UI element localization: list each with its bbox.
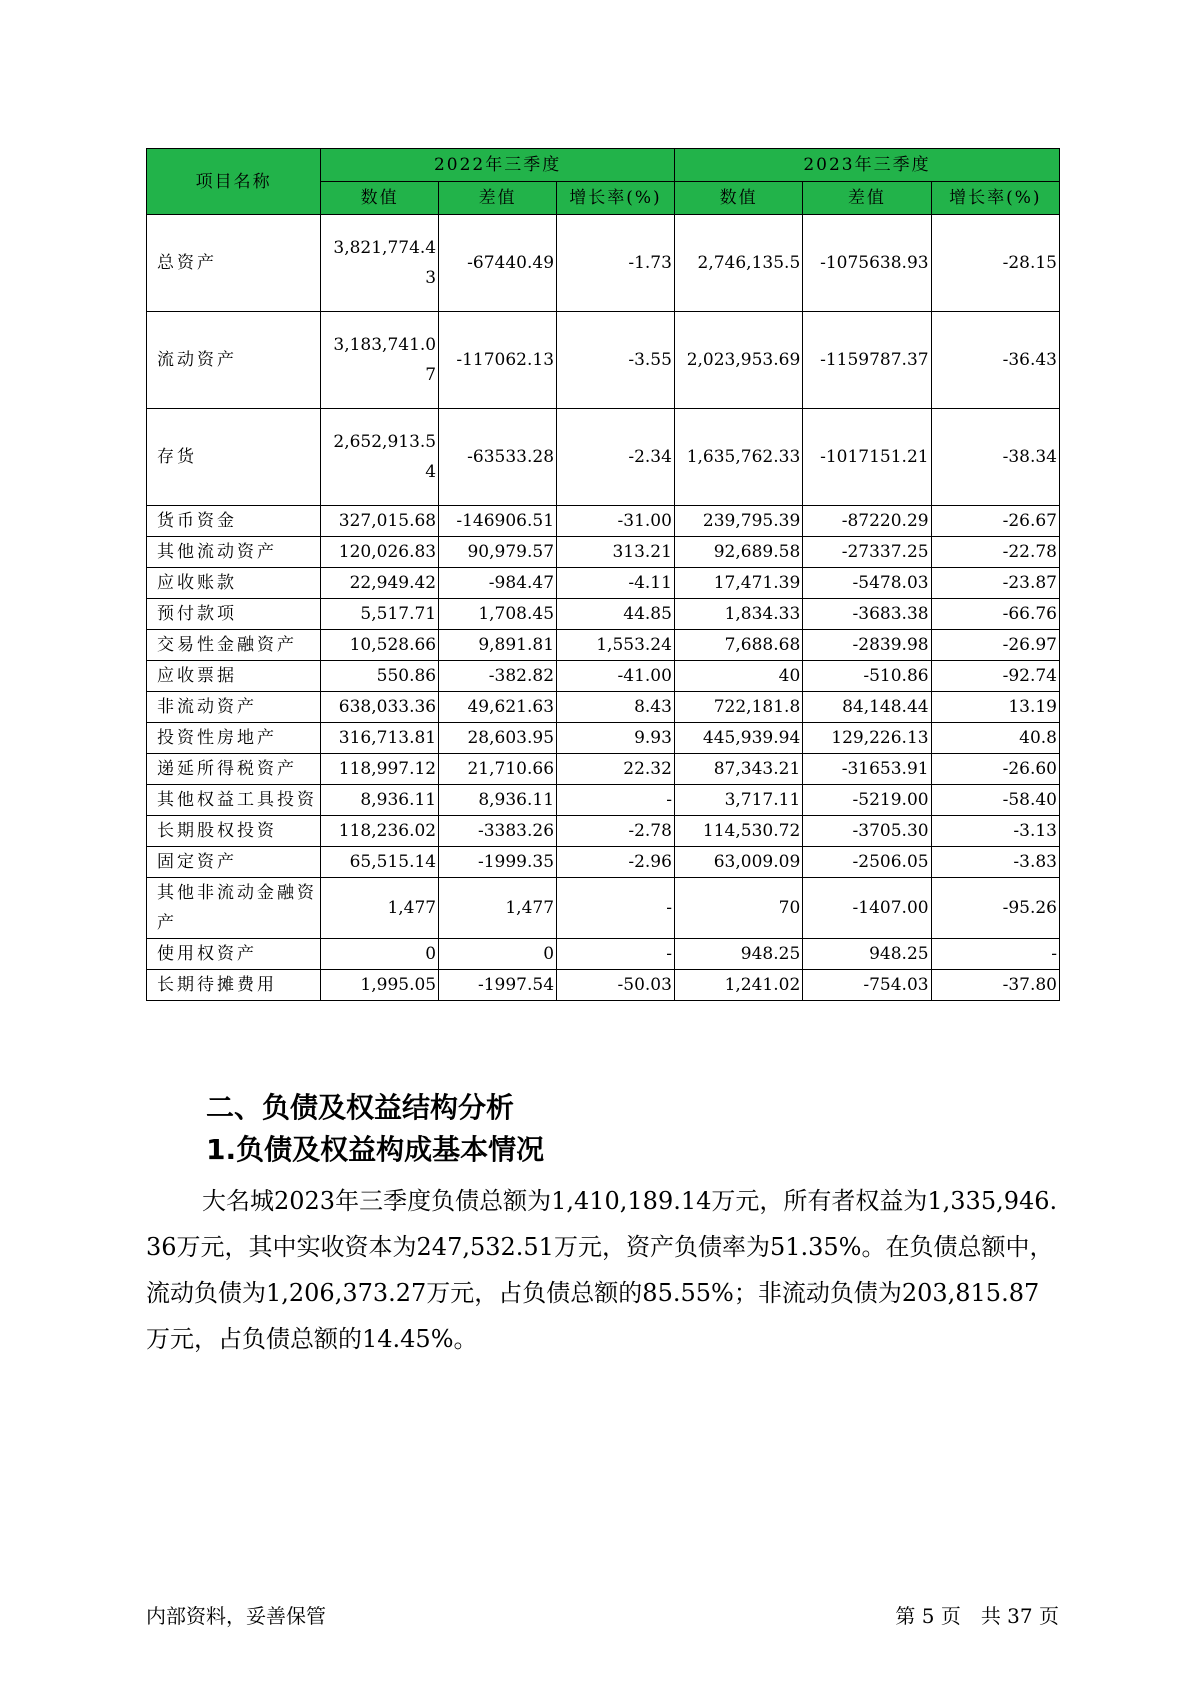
diff-2023-cell: 84,148.44 bbox=[803, 692, 931, 723]
value-2022-cell: 316,713.81 bbox=[321, 723, 439, 754]
diff-2023-cell: -1407.00 bbox=[803, 878, 931, 939]
value-2022-cell: 327,015.68 bbox=[321, 506, 439, 537]
diff-2022-cell: -984.47 bbox=[439, 568, 557, 599]
growth-2023-cell: -38.34 bbox=[931, 409, 1059, 506]
diff-2022-cell: -63533.28 bbox=[439, 409, 557, 506]
value-2022-cell: 65,515.14 bbox=[321, 847, 439, 878]
table-row bbox=[147, 939, 1060, 970]
value-2023-cell: 239,795.39 bbox=[674, 506, 802, 537]
diff-2022-cell: -146906.51 bbox=[439, 506, 557, 537]
table-header bbox=[147, 149, 1060, 215]
value-2022-cell: 0 bbox=[321, 939, 439, 970]
growth-2023-cell: -66.76 bbox=[931, 599, 1059, 630]
diff-2022-cell: 1,477 bbox=[439, 878, 557, 939]
diff-2022-cell: 9,891.81 bbox=[439, 630, 557, 661]
body-paragraph: 大名城2023年三季度负债总额为1,410,189.14万元，所有者权益为1,335,946.36万元，其中实收资本为247,532.51万元，资产负债率为51.35%。在负债总额中，流动负债为1,206,373.27万元，占负债总额的85.55%；非流动负债为203,815.87万元，占负债总额的14.45%。 bbox=[146, 1187, 1058, 1353]
item-name-cell: 交易性金融资产 bbox=[147, 630, 321, 661]
table-row bbox=[147, 312, 1060, 409]
item-name-cell: 总资产 bbox=[147, 215, 321, 312]
growth-2022-cell: -41.00 bbox=[557, 661, 675, 692]
table-row bbox=[147, 692, 1060, 723]
section-heading: 二、负债及权益结构分析 bbox=[206, 1091, 515, 1124]
diff-2022-cell: 0 bbox=[439, 939, 557, 970]
value-2023-cell: 63,009.09 bbox=[674, 847, 802, 878]
table-row bbox=[147, 754, 1060, 785]
header-growth-2022: 增长率(%) bbox=[557, 182, 675, 215]
diff-2023-cell: -31653.91 bbox=[803, 754, 931, 785]
growth-2022-cell: 8.43 bbox=[557, 692, 675, 723]
growth-2023-cell: -37.80 bbox=[931, 970, 1059, 1001]
header-group-2023: 2023年三季度 bbox=[674, 149, 1059, 182]
header-value-2022: 数值 bbox=[321, 182, 439, 215]
item-name-cell: 使用权资产 bbox=[147, 939, 321, 970]
header-item-name: 项目名称 bbox=[147, 149, 321, 215]
diff-2023-cell: -1075638.93 bbox=[803, 215, 931, 312]
value-2023-cell: 3,717.11 bbox=[674, 785, 802, 816]
diff-2023-cell: 948.25 bbox=[803, 939, 931, 970]
value-2022-cell: 3,821,774.43 bbox=[321, 215, 439, 312]
diff-2022-cell: 49,621.63 bbox=[439, 692, 557, 723]
value-2022-cell: 550.86 bbox=[321, 661, 439, 692]
value-2023-cell: 87,343.21 bbox=[674, 754, 802, 785]
growth-2022-cell: - bbox=[557, 939, 675, 970]
table-row bbox=[147, 215, 1060, 312]
item-name-cell: 其他流动资产 bbox=[147, 537, 321, 568]
growth-2022-cell: 9.93 bbox=[557, 723, 675, 754]
header-group-2022: 2022年三季度 bbox=[321, 149, 675, 182]
diff-2022-cell: -382.82 bbox=[439, 661, 557, 692]
value-2022-cell: 3,183,741.07 bbox=[321, 312, 439, 409]
value-2023-cell: 2,746,135.5 bbox=[674, 215, 802, 312]
diff-2023-cell: -1017151.21 bbox=[803, 409, 931, 506]
item-name-cell: 长期待摊费用 bbox=[147, 970, 321, 1001]
header-diff-2022: 差值 bbox=[439, 182, 557, 215]
table-row bbox=[147, 816, 1060, 847]
table-row bbox=[147, 970, 1060, 1001]
growth-2023-cell: - bbox=[931, 939, 1059, 970]
value-2023-cell: 17,471.39 bbox=[674, 568, 802, 599]
table-body bbox=[147, 215, 1060, 1001]
diff-2023-cell: -1159787.37 bbox=[803, 312, 931, 409]
growth-2022-cell: -4.11 bbox=[557, 568, 675, 599]
diff-2022-cell: -1997.54 bbox=[439, 970, 557, 1001]
value-2023-cell: 70 bbox=[674, 878, 802, 939]
value-2023-cell: 1,834.33 bbox=[674, 599, 802, 630]
diff-2022-cell: -1999.35 bbox=[439, 847, 557, 878]
diff-2023-cell: -2839.98 bbox=[803, 630, 931, 661]
value-2023-cell: 722,181.8 bbox=[674, 692, 802, 723]
value-2022-cell: 8,936.11 bbox=[321, 785, 439, 816]
value-2023-cell: 1,635,762.33 bbox=[674, 409, 802, 506]
sub-heading: 1.负债及权益构成基本情况 bbox=[206, 1133, 545, 1166]
diff-2023-cell: -2506.05 bbox=[803, 847, 931, 878]
value-2022-cell: 5,517.71 bbox=[321, 599, 439, 630]
value-2023-cell: 2,023,953.69 bbox=[674, 312, 802, 409]
diff-2022-cell: 28,603.95 bbox=[439, 723, 557, 754]
value-2023-cell: 40 bbox=[674, 661, 802, 692]
growth-2022-cell: 1,553.24 bbox=[557, 630, 675, 661]
item-name-cell: 货币资金 bbox=[147, 506, 321, 537]
growth-2023-cell: -36.43 bbox=[931, 312, 1059, 409]
item-name-cell: 应收账款 bbox=[147, 568, 321, 599]
growth-2023-cell: -23.87 bbox=[931, 568, 1059, 599]
diff-2023-cell: -3683.38 bbox=[803, 599, 931, 630]
diff-2022-cell: 1,708.45 bbox=[439, 599, 557, 630]
value-2022-cell: 2,652,913.54 bbox=[321, 409, 439, 506]
value-2022-cell: 638,033.36 bbox=[321, 692, 439, 723]
value-2022-cell: 1,995.05 bbox=[321, 970, 439, 1001]
value-2022-cell: 1,477 bbox=[321, 878, 439, 939]
growth-2023-cell: -3.83 bbox=[931, 847, 1059, 878]
value-2023-cell: 948.25 bbox=[674, 939, 802, 970]
growth-2022-cell: -2.34 bbox=[557, 409, 675, 506]
growth-2023-cell: -28.15 bbox=[931, 215, 1059, 312]
growth-2023-cell: -22.78 bbox=[931, 537, 1059, 568]
diff-2023-cell: -510.86 bbox=[803, 661, 931, 692]
growth-2022-cell: -2.96 bbox=[557, 847, 675, 878]
diff-2023-cell: -87220.29 bbox=[803, 506, 931, 537]
value-2022-cell: 120,026.83 bbox=[321, 537, 439, 568]
growth-2023-cell: 13.19 bbox=[931, 692, 1059, 723]
item-name-cell: 应收票据 bbox=[147, 661, 321, 692]
growth-2022-cell: -2.78 bbox=[557, 816, 675, 847]
diff-2023-cell: -5478.03 bbox=[803, 568, 931, 599]
table-row bbox=[147, 847, 1060, 878]
table-row bbox=[147, 599, 1060, 630]
growth-2022-cell: 313.21 bbox=[557, 537, 675, 568]
growth-2022-cell: 44.85 bbox=[557, 599, 675, 630]
growth-2023-cell: -26.67 bbox=[931, 506, 1059, 537]
footer-confidential-note: 内部资料，妥善保管 bbox=[146, 1604, 326, 1628]
table-row bbox=[147, 785, 1060, 816]
growth-2023-cell: -92.74 bbox=[931, 661, 1059, 692]
growth-2023-cell: 40.8 bbox=[931, 723, 1059, 754]
growth-2023-cell: -95.26 bbox=[931, 878, 1059, 939]
diff-2022-cell: -67440.49 bbox=[439, 215, 557, 312]
item-name-cell: 预付款项 bbox=[147, 599, 321, 630]
item-name-cell: 其他非流动金融资产 bbox=[147, 878, 321, 939]
footer-page-number: 第 5 页 共 37 页 bbox=[895, 1604, 1059, 1628]
value-2022-cell: 118,236.02 bbox=[321, 816, 439, 847]
diff-2023-cell: 129,226.13 bbox=[803, 723, 931, 754]
value-2023-cell: 1,241.02 bbox=[674, 970, 802, 1001]
financial-table bbox=[146, 148, 1060, 1001]
growth-2022-cell: - bbox=[557, 785, 675, 816]
diff-2022-cell: -117062.13 bbox=[439, 312, 557, 409]
header-diff-2023: 差值 bbox=[803, 182, 931, 215]
table-row bbox=[147, 506, 1060, 537]
growth-2023-cell: -58.40 bbox=[931, 785, 1059, 816]
diff-2022-cell: 21,710.66 bbox=[439, 754, 557, 785]
diff-2023-cell: -754.03 bbox=[803, 970, 931, 1001]
diff-2022-cell: -3383.26 bbox=[439, 816, 557, 847]
item-name-cell: 存货 bbox=[147, 409, 321, 506]
growth-2022-cell: -50.03 bbox=[557, 970, 675, 1001]
table-row bbox=[147, 568, 1060, 599]
growth-2022-cell: -1.73 bbox=[557, 215, 675, 312]
growth-2023-cell: -3.13 bbox=[931, 816, 1059, 847]
value-2022-cell: 118,997.12 bbox=[321, 754, 439, 785]
item-name-cell: 非流动资产 bbox=[147, 692, 321, 723]
table-row bbox=[147, 537, 1060, 568]
growth-2023-cell: -26.97 bbox=[931, 630, 1059, 661]
header-value-2023: 数值 bbox=[674, 182, 802, 215]
diff-2023-cell: -3705.30 bbox=[803, 816, 931, 847]
item-name-cell: 递延所得税资产 bbox=[147, 754, 321, 785]
value-2023-cell: 7,688.68 bbox=[674, 630, 802, 661]
value-2023-cell: 114,530.72 bbox=[674, 816, 802, 847]
value-2023-cell: 92,689.58 bbox=[674, 537, 802, 568]
item-name-cell: 投资性房地产 bbox=[147, 723, 321, 754]
growth-2023-cell: -26.60 bbox=[931, 754, 1059, 785]
header-growth-2023: 增长率(%) bbox=[931, 182, 1059, 215]
table-row bbox=[147, 661, 1060, 692]
item-name-cell: 其他权益工具投资 bbox=[147, 785, 321, 816]
value-2022-cell: 22,949.42 bbox=[321, 568, 439, 599]
value-2022-cell: 10,528.66 bbox=[321, 630, 439, 661]
table-row bbox=[147, 878, 1060, 939]
growth-2022-cell: -31.00 bbox=[557, 506, 675, 537]
growth-2022-cell: 22.32 bbox=[557, 754, 675, 785]
item-name-cell: 长期股权投资 bbox=[147, 816, 321, 847]
diff-2023-cell: -27337.25 bbox=[803, 537, 931, 568]
diff-2022-cell: 90,979.57 bbox=[439, 537, 557, 568]
table-row bbox=[147, 723, 1060, 754]
growth-2022-cell: -3.55 bbox=[557, 312, 675, 409]
diff-2022-cell: 8,936.11 bbox=[439, 785, 557, 816]
table-row bbox=[147, 409, 1060, 506]
diff-2023-cell: -5219.00 bbox=[803, 785, 931, 816]
table-row bbox=[147, 630, 1060, 661]
item-name-cell: 流动资产 bbox=[147, 312, 321, 409]
value-2023-cell: 445,939.94 bbox=[674, 723, 802, 754]
item-name-cell: 固定资产 bbox=[147, 847, 321, 878]
growth-2022-cell: - bbox=[557, 878, 675, 939]
